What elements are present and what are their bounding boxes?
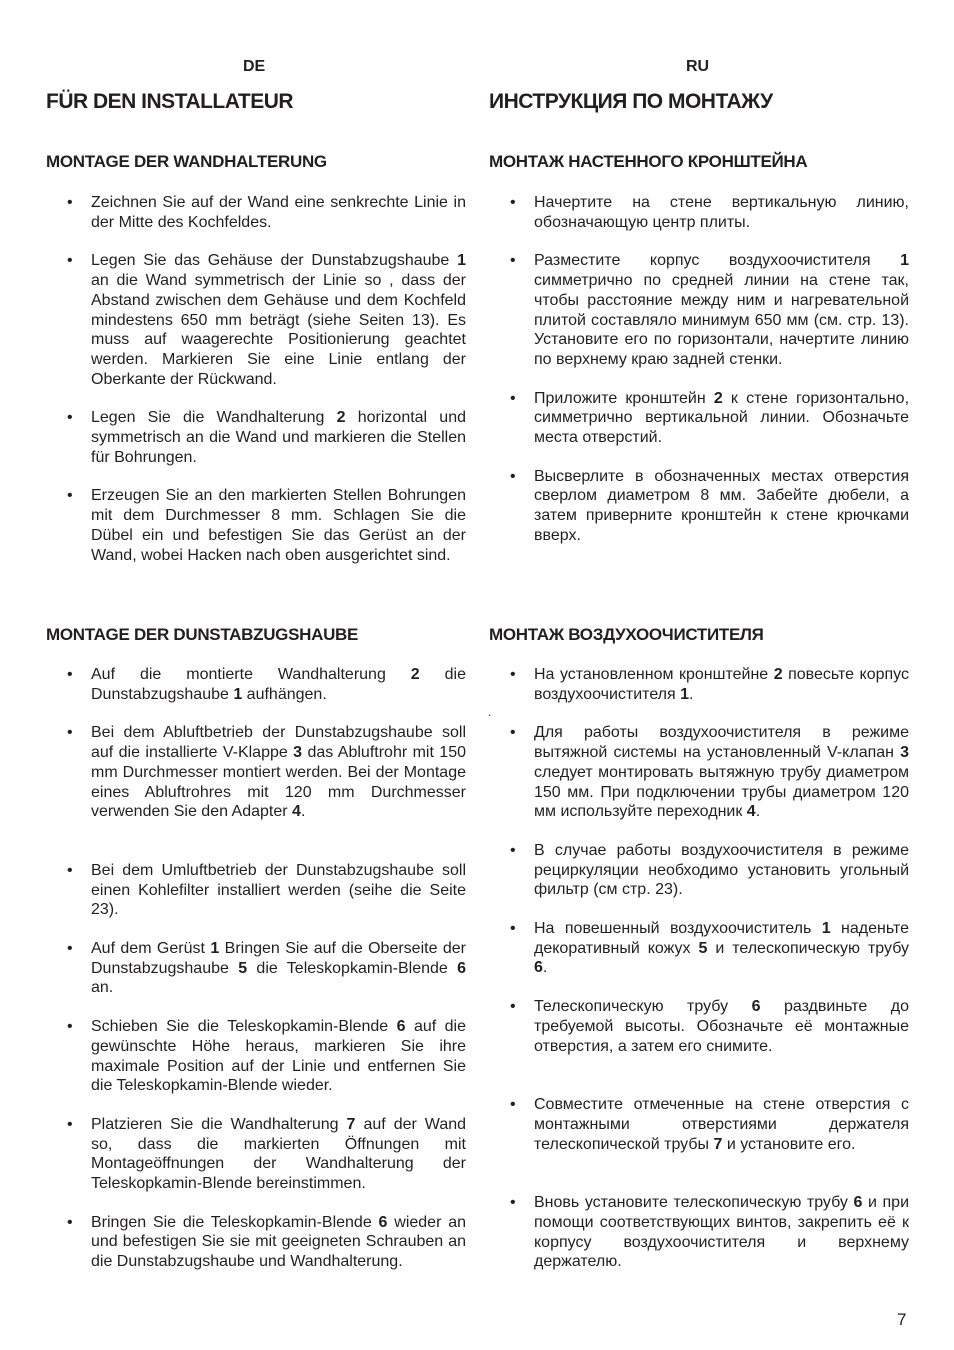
list-item-text: Auf dem Gerüst 1 Bringen Sie auf die Oberseite der Dunstabzugshaube 5 die Teleskopkamin-Blende 6 an. [91, 940, 467, 997]
bullet-icon: • [67, 1115, 73, 1133]
bullet-icon: • [510, 194, 516, 211]
list-item [46, 939, 466, 998]
list-item [489, 1095, 909, 1154]
bullet-icon: • [510, 389, 516, 407]
list-item [489, 841, 909, 900]
bullet-icon: • [510, 1194, 516, 1212]
bullet-icon: • [67, 194, 73, 211]
list-item-text: Разместите корпус воздухоочистителя 1 симметрично по средней линии на стене так, чтобы расстояние между ним и нагревательной плитой составляло минимум 650 мм (см. стр. 13). Установите его по горизонтали, начертите линию по верхнему краю задней стенки. [534, 252, 909, 368]
list-item-text: Вновь установите телескопическую трубу 6 и при помощи соответствующих винтов, закрепить её к корпусу воздухоочистителя и верхнему держателю. [534, 1194, 910, 1271]
list-wall-bracket-ru [489, 193, 909, 546]
list-item-text: Legen Sie die Wandhalterung 2 horizontal und symmetrisch an die Wand und markieren die Stellen für Bohrungen. [91, 409, 466, 466]
list-item-text: Bringen Sie die Teleskopkamin-Blende 6 wieder an und befestigen Sie sie mit geeigneten Schrauben an die Dunstabzugshaube und Wandhalterung. [91, 1213, 466, 1271]
list-item [46, 408, 466, 467]
list-item [46, 665, 466, 704]
list-item-text: Совместите отмеченные на стене отверстия с монтажными отверстиями держателя телескопической трубы 7 и установите его. [534, 1096, 909, 1153]
bullet-icon: • [510, 724, 516, 742]
section-title-hood-mounting-ru: МОНТАЖ ВОЗДУХООЧИСТИТЕЛЯ [489, 625, 764, 644]
page-number: 7 [897, 1310, 907, 1329]
section-title-hood-mounting-de: MONTAGE DER DUNSTABZUGSHAUBE [46, 625, 359, 644]
stray-mark: . [488, 705, 492, 719]
list-item [489, 389, 909, 448]
list-item-text: Bei dem Abluftbetrieb der Dunstabzugshaube soll auf die installierte V-Klappe 3 das Abluftrohr mit 150 mm Durchmesser montiert werden. Bei der Montage eines Abluftrohres mit 120 mm Durchmesser verwenden Sie den Adapter 4. [91, 724, 466, 821]
list-item-text: Bei dem Umluftbetrieb der Dunstabzugshaube soll einen Kohlefilter installiert werden (seihe die Seite 23). [91, 861, 466, 919]
section-title-wall-bracket-de: MONTAGE DER WANDHALTERUNG [46, 152, 327, 171]
list-item-text: Schieben Sie die Teleskopkamin-Blende 6 auf die gewünschte Höhe heraus, markieren Sie ihre maximale Position auf der Linie und entfernen Sie die Teleskopkamin-Blende wieder. [91, 1018, 466, 1095]
bullet-icon: • [67, 666, 73, 683]
list-item [489, 723, 909, 822]
list-item-text: Для работы воздухоочистителя в режиме вытяжной системы на установленный V-клапан 3 следует монтировать вытяжную трубу диаметром 150 мм. При подключении трубы диаметром 120 мм используйте переходник 4. [534, 724, 909, 821]
bullet-icon: • [510, 998, 516, 1016]
bullet-icon: • [67, 1018, 73, 1036]
list-item [489, 665, 909, 704]
list-item [489, 193, 909, 232]
bullet-icon: • [67, 1213, 73, 1231]
bullet-icon: • [510, 1096, 516, 1114]
list-item-text: На установленном кронштейне 2 повесьте корпус воздухоочистителя 1. [534, 666, 909, 703]
list-item [46, 723, 466, 822]
list-item-text: Начертите на стене вертикальную линию, обозначающую центр плиты. [534, 194, 909, 231]
language-code-ru: RU [686, 58, 710, 75]
list-wall-bracket-de [46, 193, 466, 565]
bullet-icon: • [67, 487, 73, 505]
list-item [46, 1017, 466, 1096]
list-item [46, 1115, 466, 1194]
bullet-icon: • [67, 940, 73, 958]
list-item [489, 467, 909, 546]
list-item [489, 1193, 909, 1272]
bullet-icon: • [510, 920, 516, 938]
list-item [489, 997, 909, 1056]
list-item-text: Высверлите в обозначенных местах отверстия сверлом диаметром 8 мм. Забейте дюбели, а затем приверните кронштейн к стене крючками вверх. [534, 467, 909, 544]
list-item [46, 1213, 466, 1272]
language-code-de: DE [243, 58, 266, 75]
list-item-text: Приложите кронштейн 2 к стене горизонтально, симметрично вертикальной линии. Обозначьте места отверстий. [534, 389, 910, 447]
list-item-text: Zeichnen Sie auf der Wand eine senkrechte Linie in der Mitte des Kochfeldes. [91, 194, 466, 231]
bullet-icon: • [67, 724, 73, 742]
list-item-text: Legen Sie das Gehäuse der Dunstabzugshaube 1 an die Wand symmetrisch der Linie so , dass der Abstand zwischen dem Gehäuse und dem Kochfeld mindestens 650 mm beträgt (siehe Seiten 13). Es muss auf waagerechte Positionierung geachtet werden. Markieren Sie eine Linie entlang der Oberkante der Rückwand. [91, 252, 466, 388]
list-item-text: На повешенный воздухоочиститель 1 наденьте декоративный кожух 5 и телескопическую трубу 6. [534, 920, 910, 977]
bullet-icon: • [67, 861, 73, 879]
list-item [46, 193, 466, 232]
section-title-wall-bracket-ru: МОНТАЖ НАСТЕННОГО КРОНШТЕЙНА [489, 152, 808, 171]
bullet-icon: • [510, 666, 516, 683]
page-title-ru: ИНСТРУКЦИЯ ПО МОНТАЖУ [489, 90, 773, 113]
list-item [46, 251, 466, 389]
list-item-text: Auf die montierte Wandhalterung 2 die Dunstabzugshaube 1 aufhängen. [91, 666, 467, 703]
bullet-icon: • [67, 252, 73, 270]
list-item-text: Platzieren Sie die Wandhalterung 7 auf der Wand so, dass die markierten Öffnungen mit Montageöffnungen der Wandhalterung der Teleskopkamin-Blende bereinstimmen. [91, 1115, 467, 1193]
list-hood-mounting-de [46, 665, 466, 1272]
list-item-text: Erzeugen Sie an den markierten Stellen Bohrungen mit dem Durchmesser 8 mm. Schlagen Sie die Dübel ein und befestigen Sie das Gerüst an der Wand, wobei Hacken nach oben ausgerichtet sind. [91, 487, 466, 564]
page-title-de: FÜR DEN INSTALLATEUR [46, 90, 294, 113]
list-item-text: Телескопическую трубу 6 раздвиньте до требуемой высоты. Обозначьте её монтажные отверстия, а затем его снимите. [534, 998, 909, 1055]
bullet-icon: • [510, 252, 516, 270]
list-hood-mounting-ru [489, 665, 909, 1272]
list-item [46, 861, 466, 920]
bullet-icon: • [510, 841, 516, 859]
bullet-icon: • [510, 467, 516, 485]
list-item [489, 919, 909, 978]
list-item [46, 486, 466, 565]
list-item-text: В случае работы воздухоочистителя в режиме рециркуляции необходимо установить угольный фильтр (см стр. 23). [534, 841, 909, 899]
list-item [489, 251, 909, 369]
bullet-icon: • [67, 409, 73, 427]
